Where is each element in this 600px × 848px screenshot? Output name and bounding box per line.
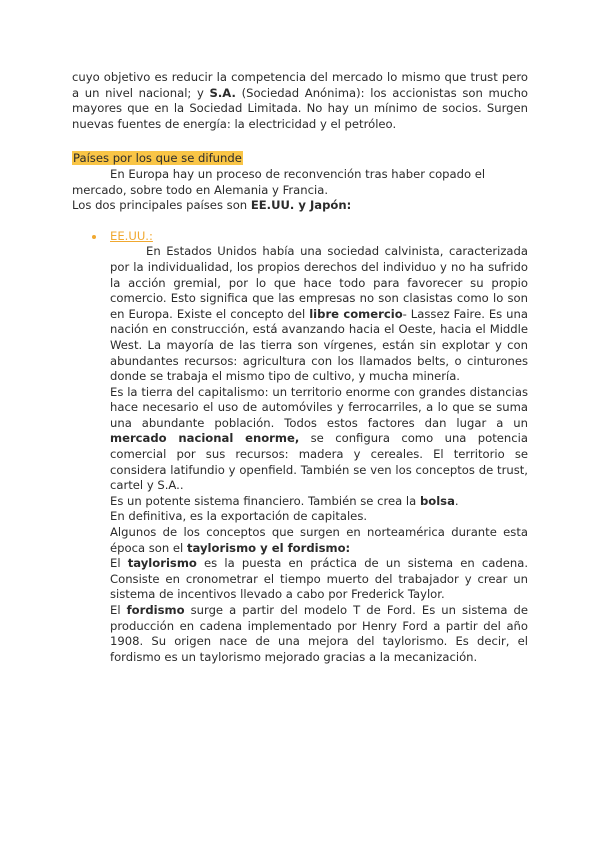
section-p2-bold: EE.UU. y Japón: [250, 198, 352, 213]
item-paragraph-4: En definitiva, es la exportación de capitales. [110, 509, 368, 524]
item-p2-c: se configura como una potencia comercial por sus recursos: madera y cereales. El territorio se considera latifundio y openfield. También se ven los conceptos de trust, cartel y S.A.. [110, 431, 528, 493]
item-p1-c: - Lassez Faire. Es una nación en construcción, está avanzando hacia el Oeste, hacia el Middle West. La mayoría de las tierra son vírgenes, están sin explotar y con abundantes recursos: agricultura con los llamados belts, o cinturones donde se trabaja el mismo tipo de cultivo, y mucha minería. [110, 306, 528, 384]
item-p6-c: es la puesta en práctica de un sistema en cadena. Consiste en cronometrar el tiempo muerto del trabajador y crear un sistema de incentivos llevado a cabo por Frederick Taylor. [110, 556, 529, 602]
item-p3-c: . [454, 493, 459, 508]
item-p3-bold: bolsa [419, 493, 455, 508]
item-p7-bold: fordismo [126, 603, 185, 617]
bullet-list [72, 229, 528, 666]
item-p7-c: surge a partir del modelo T de Ford. Es un sistema de producción en cadena implementado por Henry Ford a partir del año 1908. Su origen nace de una mejora del taylorismo. Es decir, el fordismo es un taylorismo mejorado gracias a la mecanización. [110, 603, 528, 664]
item-p6-bold: taylorismo [127, 556, 197, 571]
section-p2-text: Los dos principales países son [72, 198, 251, 213]
section-paragraph-2 [72, 198, 528, 214]
item-paragraph-6 [110, 556, 528, 603]
item-p1-a: En Estados Unidos había una sociedad calvinista, caracterizada por la individualidad, los propios derechos del individuo y no ha sufrido la acción gremial, por lo que hace todo para favorecer su propio comercio. Esto significa que las empresas no son clasistas como lo son en Europa. Existe el concepto del [110, 244, 528, 321]
item-paragraph-3 [110, 494, 528, 510]
intro-bold-sa: S.A. [209, 85, 236, 100]
item-paragraph-1 [110, 244, 528, 384]
item-p5-a: Algunos de los conceptos que surgen en norteamérica durante esta época son el [110, 525, 528, 555]
item-p2-a: Es la tierra del capitalismo: un territorio enorme con grandes distancias hace necesario el uso de automóviles y ferrocarriles, a lo que se suma una abundante población. Todos estos factores dan lugar a un [110, 384, 528, 430]
bullet-icon [92, 235, 96, 239]
item-paragraph-5 [110, 525, 528, 556]
item-p1-bold: libre comercio [309, 306, 403, 321]
item-p3-a: Es un potente sistema financiero. También se crea la [110, 493, 420, 508]
item-paragraph-2 [110, 385, 528, 494]
section-heading-wrap [72, 147, 528, 167]
item-p5-bold: taylorismo y el fordismo: [186, 540, 351, 555]
list-item-label[interactable]: EE.UU.: [110, 228, 153, 243]
intro-text-c: (Sociedad Anónima): los accionistas son mucho mayores que en la Sociedad Limitada. No hay un mínimo de socios. Surgen nuevas fuentes de energía: la electricidad y el petróleo. [72, 85, 529, 131]
item-p7-a: El [110, 603, 127, 617]
intro-paragraph [72, 70, 528, 132]
item-p2-bold: mercado nacional enorme, [110, 431, 300, 446]
document-page [72, 70, 528, 665]
item-p6-a: El [110, 556, 128, 571]
item-paragraph-7 [110, 603, 528, 665]
intro-text-a: cuyo objetivo es reducir la competencia del mercado lo mismo que trust pero a un nivel nacional; y [72, 70, 528, 100]
section-heading: Países por los que se difunde [73, 151, 242, 166]
section-paragraph-1: En Europa hay un proceso de reconvención tras haber copado el mercado, sobre todo en Alemania y Francia. [72, 166, 486, 197]
